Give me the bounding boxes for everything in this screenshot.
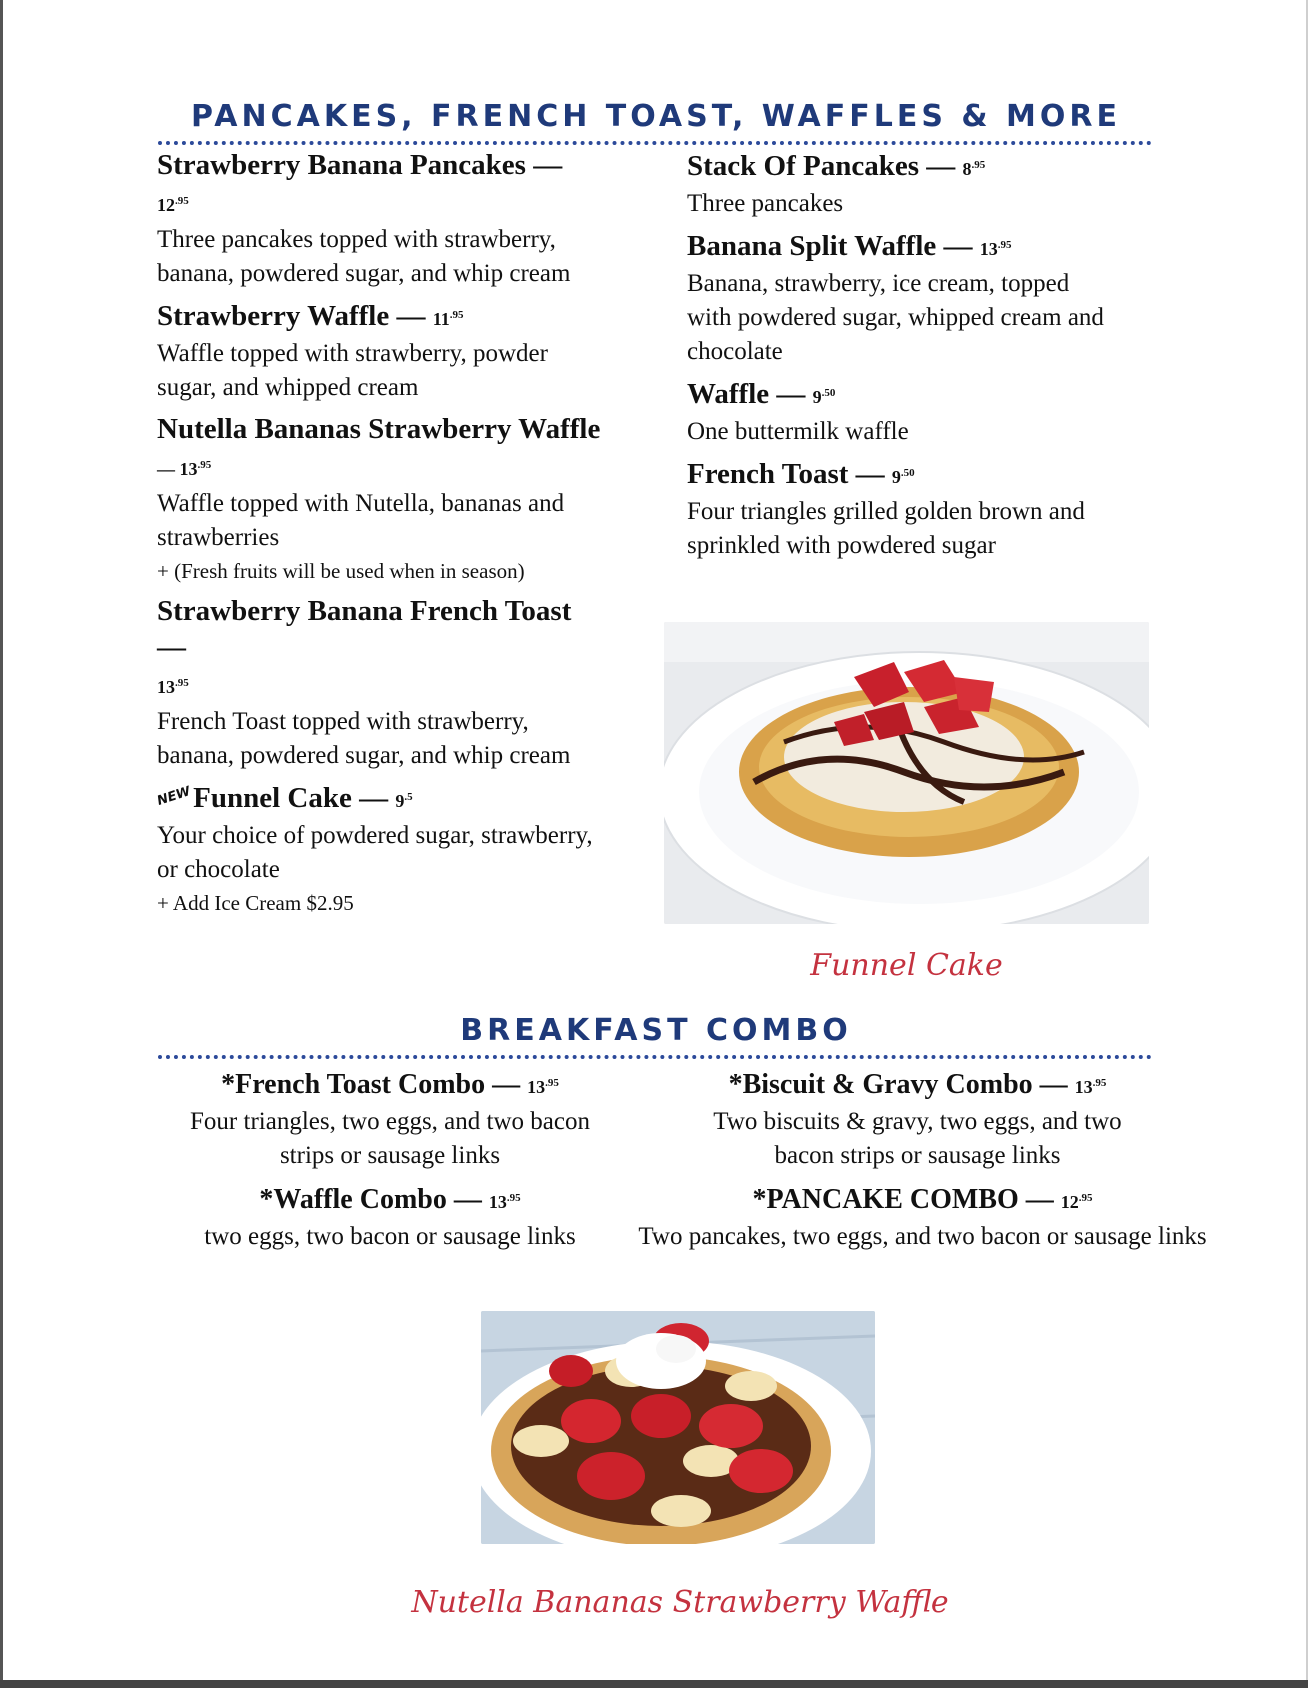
nutella-waffle-caption: Nutella Bananas Strawberry Waffle [411, 1585, 949, 1620]
item-description: Two pancakes, two eggs, and two bacon or sausage links [638, 1223, 1207, 1250]
nutella-waffle-illustration [481, 1311, 875, 1544]
menu-item: Strawberry Banana Pancakes — $12^{.95}$ Three pancakes topped with strawberry, banana, powdered sugar, and whip cream [157, 147, 607, 291]
nutella-waffle-photo [481, 1311, 875, 1544]
item-name: Stack Of Pancakes [687, 150, 919, 182]
item-price: — $13^{.95}$ [157, 459, 212, 479]
menu-item: French Toast — $9^{.50}$ Four triangles grilled golden brown and sprinkled with powdered sugar [687, 455, 1107, 563]
item-price: $12^{.95}$ [1060, 1192, 1093, 1212]
item-price: $9^{.50}$ [891, 467, 915, 487]
menu-item: Strawberry Waffle — $11^{.95}$ Waffle topped with strawberry, powder sugar, and whipped cream [157, 297, 607, 405]
page-left-border [0, 0, 3, 1688]
dotted-divider [158, 141, 1152, 145]
item-description: Banana, strawberry, ice cream, topped with powdered sugar, whipped cream and chocolate [687, 270, 1104, 365]
item-price: $9^{.5}$ [395, 791, 413, 811]
item-name: French Toast [687, 458, 849, 490]
item-name: Funnel Cake [193, 782, 352, 814]
menu-item: Banana Split Waffle — $13^{.95}$ Banana, strawberry, ice cream, topped with powdered sugar, whipped cream and chocolate [687, 227, 1107, 369]
item-name: *French Toast Combo [221, 1069, 486, 1100]
item-name: *Biscuit & Gravy Combo [728, 1069, 1033, 1100]
menu-column-left [157, 147, 607, 919]
combo-item: *PANCAKE COMBO — $12^{.95}$ Two pancakes, two eggs, and two bacon or sausage links [610, 1180, 1235, 1260]
page-bottom-border [0, 1680, 1308, 1688]
item-description: Waffle topped with Nutella, bananas and strawberries [157, 490, 565, 551]
item-description: Four triangles grilled golden brown and sprinkled with powdered sugar [687, 498, 1085, 559]
item-description: Waffle topped with strawberry, powder sugar, and whipped cream [157, 340, 548, 401]
menu-column-right [687, 147, 1107, 569]
item-price: $9^{.50}$ [812, 387, 836, 407]
section-heading-combo: BREAKFAST COMBO [460, 1013, 852, 1048]
menu-item: Waffle — $9^{.50}$ One buttermilk waffle [687, 375, 1107, 449]
combo-item: *Waffle Combo — $13^{.95}$ two eggs, two bacon or sausage links [160, 1180, 620, 1260]
menu-item: Strawberry Banana French Toast — $13^{.95}$ French Toast topped with strawberry, banana, powdered sugar, and whip cream [157, 593, 607, 773]
item-name: *Waffle Combo [259, 1184, 447, 1215]
item-description: Two biscuits & gravy, two eggs, and two bacon strips or sausage links [713, 1108, 1122, 1169]
menu-item: NEWFunnel Cake — $9^{.5}$ Your choice of powdered sugar, strawberry, or chocolate + Add Ice Cream $2.95 [157, 779, 607, 919]
item-description: two eggs, two bacon or sausage links [204, 1223, 576, 1250]
menu-item [157, 411, 607, 587]
menu-item: Stack Of Pancakes — $8^{.95}$ Three pancakes [687, 147, 1107, 221]
item-description: One buttermilk waffle [687, 418, 909, 445]
item-description: Three pancakes topped with strawberry, banana, powdered sugar, and whip cream [157, 226, 571, 287]
combo-item: *Biscuit & Gravy Combo — $13^{.95}$ Two biscuits & gravy, two eggs, and two bacon strips or sausage links [700, 1065, 1135, 1179]
section-heading-pancakes: PANCAKES, FRENCH TOAST, WAFFLES & MORE [191, 99, 1121, 134]
dotted-divider [158, 1055, 1152, 1059]
item-name: Nutella Bananas Strawberry Waffle [157, 413, 601, 445]
item-name: Strawberry Banana French Toast [157, 595, 572, 627]
funnel-cake-illustration [664, 622, 1149, 924]
item-price: $13^{.95}$ [979, 239, 1012, 259]
item-description: Three pancakes [687, 190, 844, 217]
item-name: Strawberry Waffle [157, 300, 390, 332]
item-note: + (Fresh fruits will be used when in season) [157, 559, 525, 583]
item-note: + Add Ice Cream $2.95 [157, 891, 354, 915]
item-description: Your choice of powdered sugar, strawberry, or chocolate [157, 822, 593, 883]
item-price: $11^{.95}$ [432, 309, 464, 329]
item-name: *PANCAKE COMBO [752, 1184, 1019, 1215]
item-price: $13^{.95}$ [157, 677, 189, 697]
new-badge: NEW [155, 784, 193, 809]
funnel-cake-caption: Funnel Cake [810, 948, 1003, 983]
item-price: $13^{.95}$ [488, 1192, 521, 1212]
item-description: Four triangles, two eggs, and two bacon strips or sausage links [190, 1108, 590, 1169]
item-name: Strawberry Banana Pancakes [157, 149, 526, 181]
item-price: $8^{.95}$ [962, 159, 986, 179]
item-price: $13^{.95}$ [527, 1077, 559, 1097]
combo-item: *French Toast Combo — $13^{.95}$ Four triangles, two eggs, and two bacon strips or sausage links [180, 1065, 600, 1179]
item-name: Banana Split Waffle [687, 230, 937, 262]
item-name: Waffle [687, 378, 770, 410]
funnel-cake-photo [664, 622, 1149, 924]
item-description: French Toast topped with strawberry, banana, powdered sugar, and whip cream [157, 708, 571, 769]
item-price: $13^{.95}$ [1074, 1077, 1107, 1097]
item-price: $12^{.95}$ [157, 195, 189, 215]
